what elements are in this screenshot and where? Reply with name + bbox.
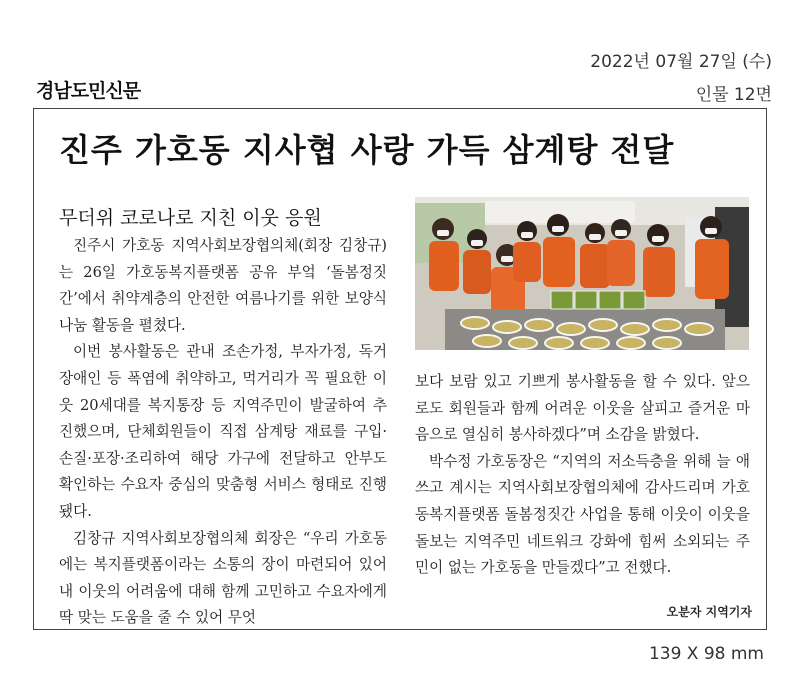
article-column-1 [59, 233, 387, 630]
newspaper-logo: 경남도민신문 [36, 80, 141, 102]
article-column-2 [415, 369, 750, 582]
subheadline: 무더위 코로나로 지친 이웃 응원 [59, 207, 322, 229]
paragraph: 이번 봉사활동은 관내 조손가정, 부자가정, 독거장애인 등 폭염에 취약하고, 먹거리가 꼭 필요한 이웃 20세대를 복지통장 등 지역주민이 발굴하여 추진했으며, 단체회원들이 직접 삼계탕 재료를 구입·손질·포장·조리하여 해당 가구에 전달하고 안부도 확인하는 수요자 중심의 맞춤형 서비스 형태로 진행됐다. [59, 343, 387, 520]
byline: 오분자 지역기자 [666, 605, 752, 619]
article-frame [33, 108, 767, 630]
paragraph: 박수정 가호동장은 “지역의 저소득층을 위해 늘 애쓰고 계시는 지역사회보장협의체에 감사드리며 가호동복지플랫폼 돌봄정짓간 사업을 통해 이웃이 이웃을 돌보는 지역주민 네트워크 강화에 힘써 소외되는 주민이 없는 가호동을 만들겠다”고 전했다. [415, 452, 750, 577]
paragraph: 진주시 가호동 지역사회보장협의체(회장 김창규)는 26일 가호동복지플랫폼 공유 부엌 ‘돌봄정짓간’에서 취약계층의 안전한 여름나기를 위한 보양식 나눔 활동을 펼쳤다. [59, 237, 387, 334]
paragraph: 보다 보람 있고 기쁘게 봉사활동을 할 수 있다. 앞으로도 회원들과 함께 어려운 이웃을 살피고 즐거운 마음으로 열심히 봉사하겠다”며 소감을 밝혔다. [415, 373, 750, 444]
volunteers-photo-illustration [415, 197, 749, 350]
publication-date: 2022년 07월 27일 (수) [590, 52, 772, 72]
article-photo [415, 197, 749, 350]
clip-size: 139 X 98 mm [648, 644, 764, 664]
paragraph: 김창규 지역사회보장협의체 회장은 “우리 가호동에는 복지플랫폼이라는 소통의 장이 마련되어 있어 내 이웃의 어려움에 대해 함께 고민하고 수요자에게 딱 맞는 도움을 줄 수 있어 무엇 [59, 529, 387, 627]
page-section: 인물 12면 [695, 85, 772, 105]
headline: 진주 가호동 지사협 사랑 가득 삼계탕 전달 [59, 131, 675, 169]
